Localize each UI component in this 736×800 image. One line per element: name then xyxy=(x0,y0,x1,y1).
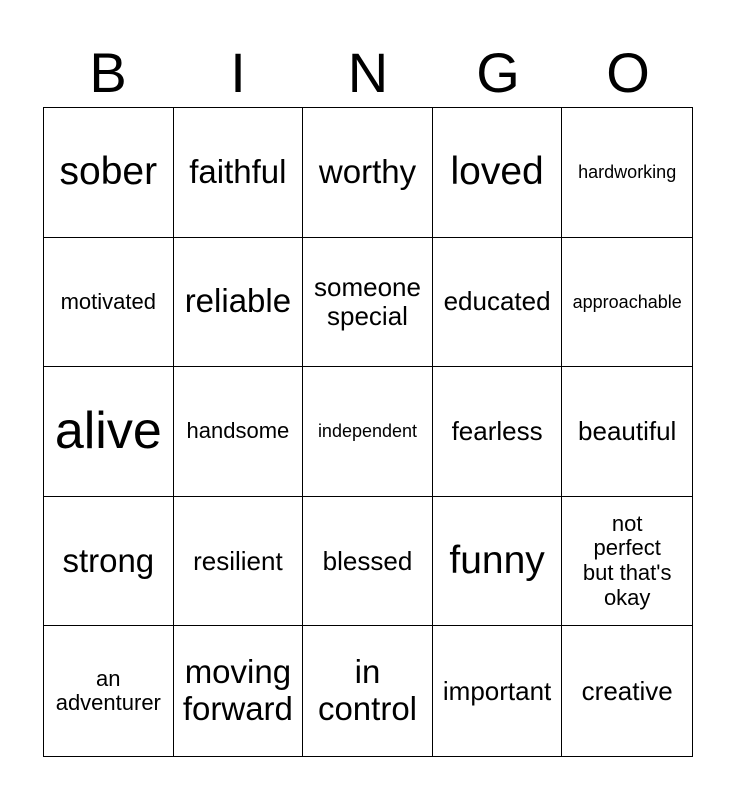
bingo-cell[interactable] xyxy=(433,497,563,627)
cell-label: educated xyxy=(443,286,551,317)
bingo-cell[interactable] xyxy=(174,367,304,497)
bingo-cell[interactable] xyxy=(562,497,692,627)
bingo-cell[interactable] xyxy=(562,238,692,368)
cell-label: not perfect but that's okay xyxy=(582,510,672,610)
cell-label: funny xyxy=(449,539,545,583)
bingo-cell[interactable] xyxy=(303,108,433,238)
bingo-cell[interactable] xyxy=(303,238,433,368)
bingo-cell[interactable] xyxy=(562,108,692,238)
cell-label: motivated xyxy=(60,288,156,314)
cell-label: moving forward xyxy=(182,653,293,728)
cell-label: fearless xyxy=(451,415,543,446)
bingo-cell[interactable] xyxy=(44,497,174,627)
bingo-cell[interactable] xyxy=(44,238,174,368)
bingo-header xyxy=(43,40,693,106)
header-letter-g: G xyxy=(476,41,520,104)
bingo-cell[interactable] xyxy=(433,238,563,368)
bingo-cell[interactable] xyxy=(44,367,174,497)
bingo-cell[interactable] xyxy=(562,626,692,756)
cell-label: creative xyxy=(581,675,673,706)
bingo-cell[interactable] xyxy=(174,108,304,238)
bingo-board xyxy=(43,107,693,757)
cell-label: faithful xyxy=(189,152,287,190)
cell-label: someone special xyxy=(314,271,421,331)
cell-label: sober xyxy=(59,150,158,194)
cell-label: resilient xyxy=(193,545,283,576)
cell-label: loved xyxy=(450,150,544,194)
cell-label: approachable xyxy=(572,291,682,312)
bingo-cell[interactable] xyxy=(433,108,563,238)
bingo-cell[interactable] xyxy=(174,626,304,756)
bingo-cell[interactable] xyxy=(174,238,304,368)
bingo-cell[interactable] xyxy=(44,626,174,756)
cell-label: blessed xyxy=(322,545,413,576)
cell-label: hardworking xyxy=(578,162,677,183)
bingo-cell[interactable] xyxy=(303,367,433,497)
cell-label: strong xyxy=(62,541,155,579)
bingo-cell[interactable] xyxy=(44,108,174,238)
bingo-cell[interactable] xyxy=(303,497,433,627)
cell-label: alive xyxy=(54,402,162,461)
cell-label: handsome xyxy=(186,418,290,444)
header-letter-b: B xyxy=(89,41,127,104)
header-letter-n: N xyxy=(347,41,389,104)
bingo-cell[interactable] xyxy=(174,497,304,627)
cell-label: worthy xyxy=(318,152,417,190)
bingo-cell[interactable] xyxy=(303,626,433,756)
bingo-cell[interactable] xyxy=(433,367,563,497)
cell-label: independent xyxy=(317,421,418,442)
cell-label: important xyxy=(442,675,552,706)
bingo-cell[interactable] xyxy=(433,626,563,756)
cell-label: in control xyxy=(317,653,418,728)
cell-label: an adventurer xyxy=(55,665,161,716)
cell-label: beautiful xyxy=(578,415,677,446)
cell-label: reliable xyxy=(184,282,292,320)
header-letter-i: I xyxy=(230,41,246,104)
bingo-cell[interactable] xyxy=(562,367,692,497)
header-letter-o: O xyxy=(606,41,650,104)
